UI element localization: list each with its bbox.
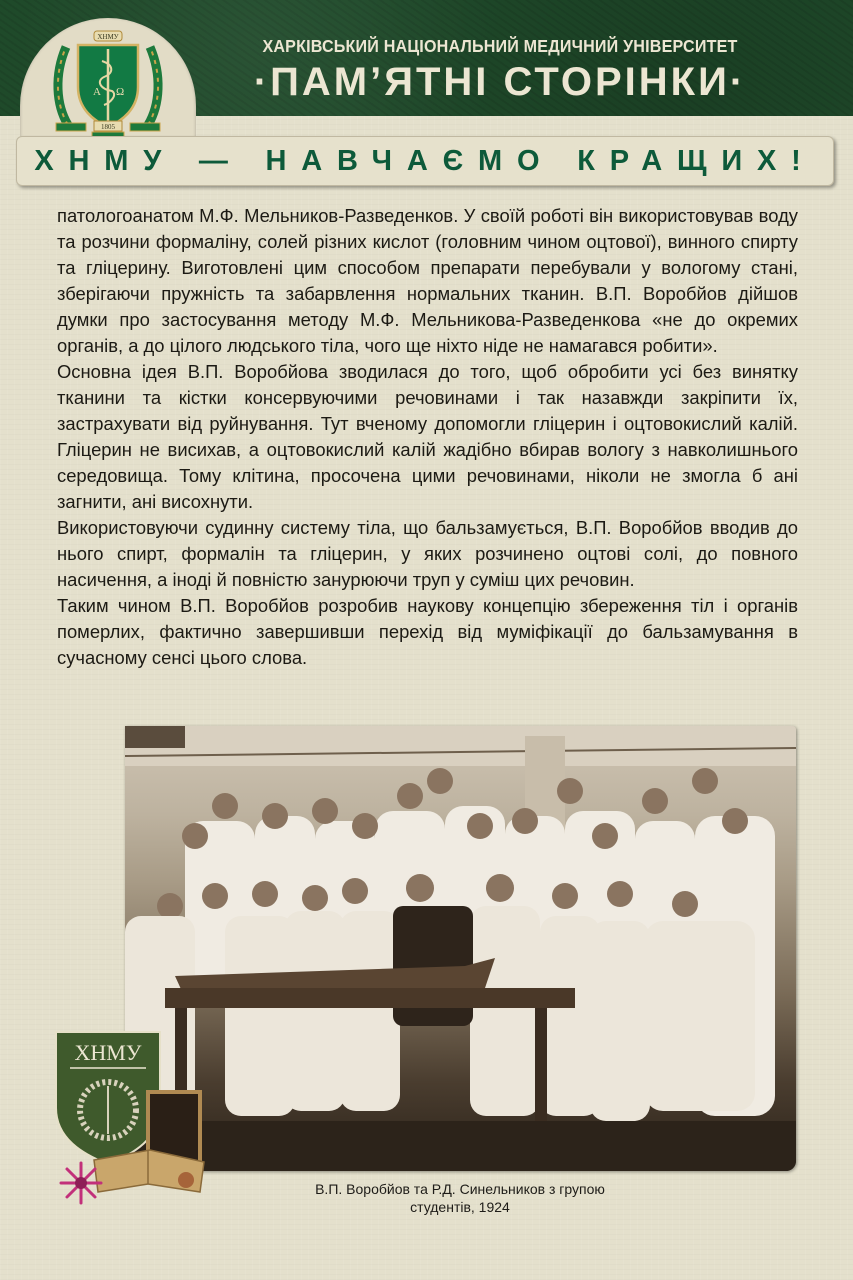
photo-illustration [125,726,796,1171]
slogan-text: ХНМУ — НАВЧАЄМО КРАЩИХ! [34,145,816,177]
historical-group-photo [125,726,796,1171]
open-book-icon [90,1140,208,1200]
page-title: ·ПАМ’ЯТНІ СТОРІНКИ· [253,60,747,104]
article-paragraph: Основна ідея В.П. Воробйова зводилася до того, щоб обробити усі без винятку тканини та кістки консервуючими речовинами і так назавжди закріпити їх, застрахувати від руйнування. Тут вченому допомогли гліцерин і оцтовокислий калій. Гліцерин не висихав, а оцтовокислий калій жадібно вбирав вологу з навколишнього середовища. Тому клітина, просочена цими речовинами, ніколи не змогла б ані загнити, ані висохнути. [57,361,798,512]
article-paragraph: Використовуючи судинну систему тіла, що бальзамується, В.П. Воробйов вводив до нього спирт, формалін та гліцерин, у яких розчинено оцтові солі, до повного насичення, а іноді й повністю занурюючи труп у суміш цих речовин. [57,517,798,590]
caption-line-2: студентів, 1924 [410,1199,510,1215]
crest-letter-omega: Ω [116,86,125,98]
article-paragraph: Таким чином В.П. Воробйов розробив наукову концепцію збереження тіл і органів померлих, фактично завершивши перехід від муміфікації до бальзамування в сучасному сенсі цього слова. [57,595,798,668]
caption-line-1: В.П. Воробйов та Р.Д. Синельников з групою [315,1181,605,1197]
photo-caption [260,1180,660,1216]
slogan-banner [16,136,834,186]
table-top [165,988,575,1008]
article-paragraph: патологоанатом М.Ф. Мельников-Разведенков. У своїй роботі він використовував воду та розчини формаліну, солей різних кислот (головним чином оцтової), винного спирту та гліцерину. Виготовлені цим способом препарати перебували у вологому стані, зберігаючи пружність та забарвлення нормальних тканин. В.П. Воробйов дійшов думки про застосування методу М.Ф. Мельникова-Разведенкова «не до окремих органів, а до цілого людського тіла, чого ще ніхто ніде не намагався робити». [57,205,798,356]
article-body [57,203,798,671]
university-crest-icon [50,25,166,143]
university-name: ХАРКІВСЬКИЙ НАЦІОНАЛЬНИЙ МЕДИЧНИЙ УНІВЕРСИТЕТ [262,36,738,56]
crest-year: 1805 [101,123,115,131]
crest-top-text: ХНМУ [97,33,119,41]
aster-flower-icon [58,1160,104,1206]
shield-text: ХНМУ [74,1040,142,1065]
crest-letter-alpha: Α [93,86,101,98]
